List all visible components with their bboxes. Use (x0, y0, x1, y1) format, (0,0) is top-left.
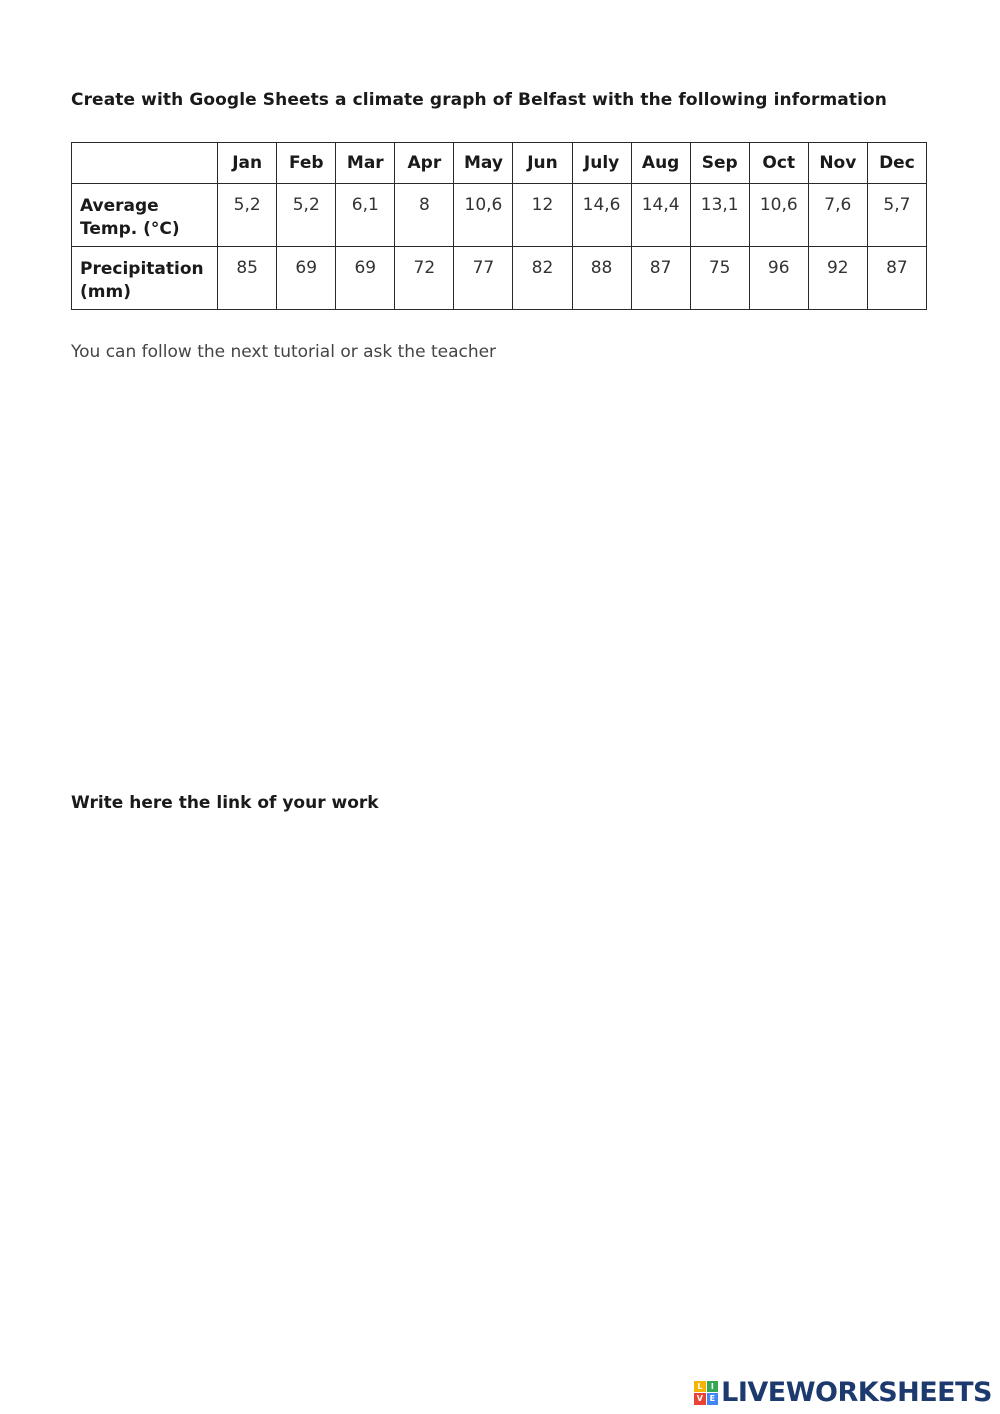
row-label-temperature: Average Temp. (°C) (72, 184, 218, 247)
temperature-cell: 13,1 (690, 184, 749, 247)
table-header-row (72, 143, 927, 184)
link-heading: Write here the link of your work (71, 793, 379, 813)
month-header: Apr (395, 143, 454, 184)
logo-tile: V (694, 1393, 706, 1405)
precipitation-cell: 69 (277, 247, 336, 310)
precipitation-cell: 87 (631, 247, 690, 310)
temperature-cell: 7,6 (808, 184, 867, 247)
temperature-cell: 6,1 (336, 184, 395, 247)
liveworksheets-brand (694, 1377, 992, 1408)
climate-data-table (71, 142, 927, 310)
temperature-cell: 12 (513, 184, 572, 247)
month-header: Sep (690, 143, 749, 184)
precipitation-cell: 82 (513, 247, 572, 310)
month-header: Nov (808, 143, 867, 184)
temperature-cell: 10,6 (749, 184, 808, 247)
precipitation-cell: 75 (690, 247, 749, 310)
month-header: May (454, 143, 513, 184)
row-label-precipitation: Precipitation (mm) (72, 247, 218, 310)
month-header: July (572, 143, 631, 184)
temperature-cell: 5,2 (277, 184, 336, 247)
tutorial-note: You can follow the next tutorial or ask the teacher (71, 342, 497, 362)
temperature-cell: 8 (395, 184, 454, 247)
temperature-cell: 5,7 (867, 184, 926, 247)
temperature-cell: 14,4 (631, 184, 690, 247)
temperature-cell: 14,6 (572, 184, 631, 247)
logo-tile: I (707, 1381, 719, 1393)
brand-name: LIVEWORKSHEETS (721, 1377, 992, 1408)
precipitation-cell: 77 (454, 247, 513, 310)
precipitation-cell: 96 (749, 247, 808, 310)
temperature-row (72, 184, 927, 247)
precipitation-row (72, 247, 927, 310)
precipitation-cell: 88 (572, 247, 631, 310)
precipitation-cell: 87 (867, 247, 926, 310)
precipitation-cell: 92 (808, 247, 867, 310)
month-header: Aug (631, 143, 690, 184)
month-header: Mar (336, 143, 395, 184)
precipitation-cell: 72 (395, 247, 454, 310)
month-header: Feb (277, 143, 336, 184)
logo-tile: E (707, 1393, 719, 1405)
month-header: Jun (513, 143, 572, 184)
liveworksheets-logo-icon (694, 1381, 718, 1405)
month-header: Jan (218, 143, 277, 184)
temperature-cell: 10,6 (454, 184, 513, 247)
precipitation-cell: 85 (218, 247, 277, 310)
instruction-heading: Create with Google Sheets a climate graph of Belfast with the following information (71, 90, 887, 110)
month-header: Oct (749, 143, 808, 184)
table-corner-cell (72, 143, 218, 184)
logo-tile: L (694, 1381, 706, 1393)
month-header: Dec (867, 143, 926, 184)
precipitation-cell: 69 (336, 247, 395, 310)
temperature-cell: 5,2 (218, 184, 277, 247)
